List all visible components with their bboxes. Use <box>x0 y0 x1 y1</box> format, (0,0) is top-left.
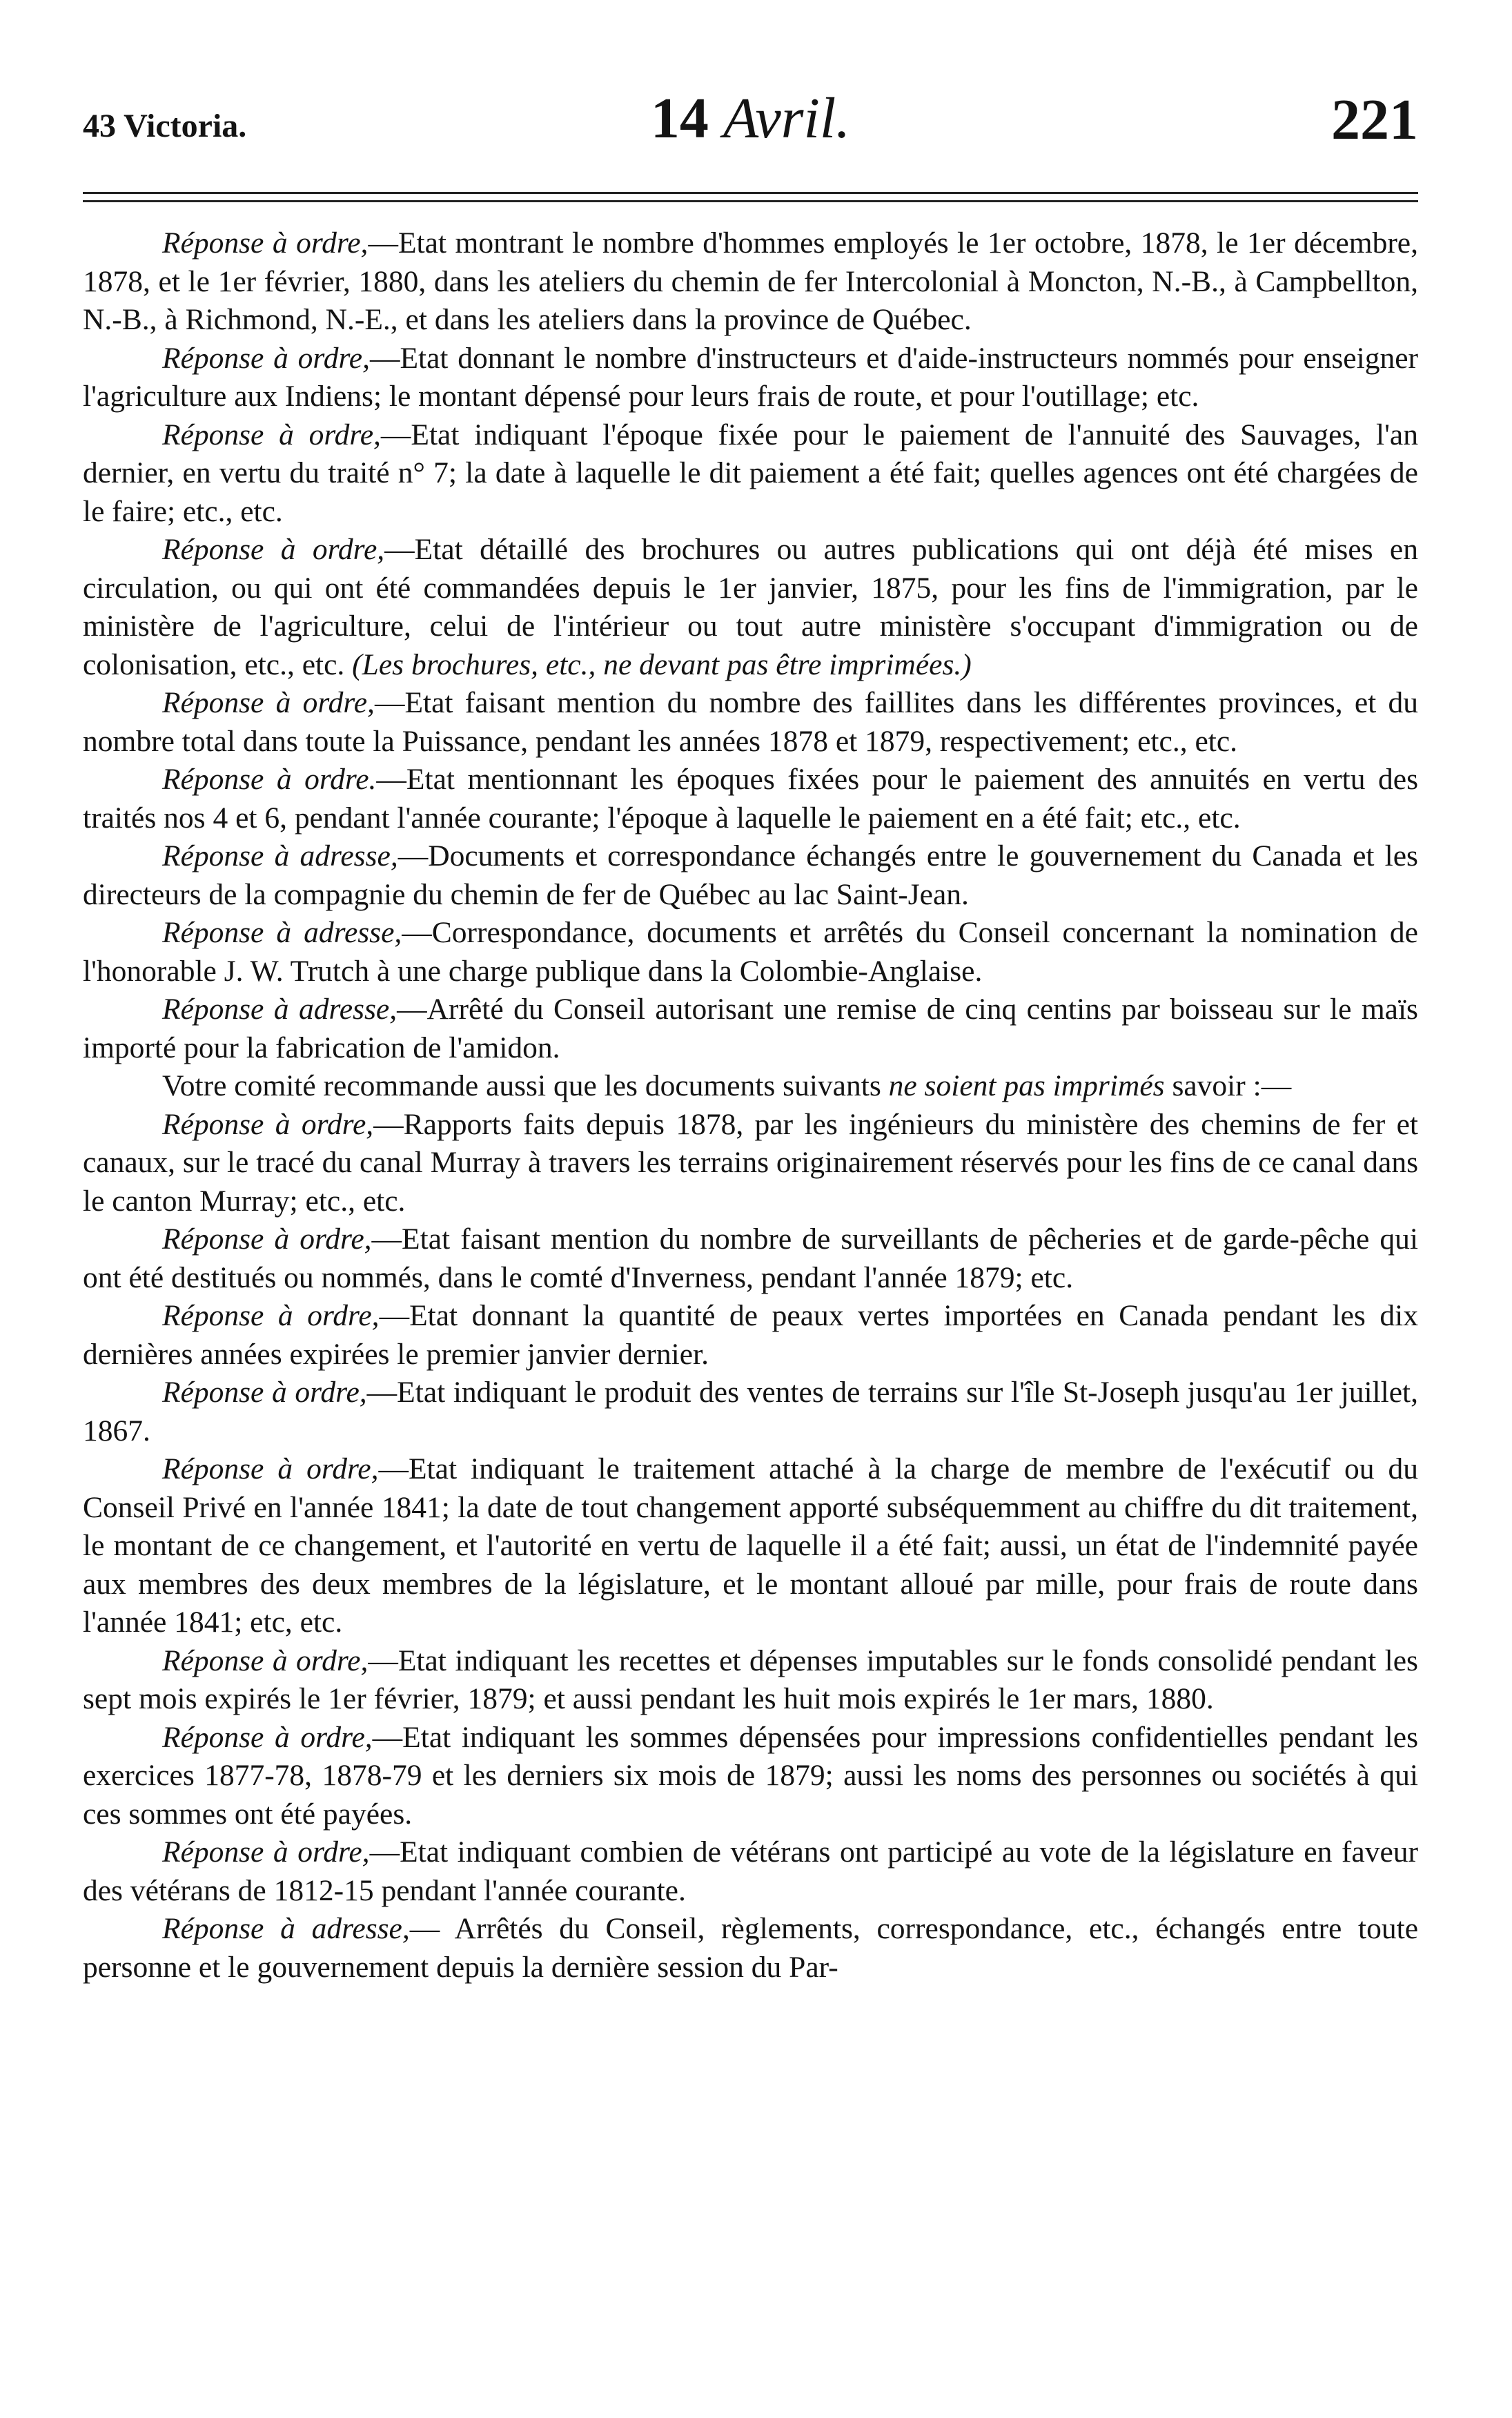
paragraph-18 <box>83 1833 1418 1910</box>
paragraph-lead: Réponse à ordre, <box>162 1452 379 1485</box>
date-month: Avril. <box>723 86 851 150</box>
paragraph-lead: Réponse à ordre, <box>162 226 369 260</box>
paragraph-8 <box>83 914 1418 991</box>
paragraph-text: —Etat détaillé des brochures ou autres publications qui ont déjà été mises en circulation, ou qui ont été commandées depuis le 1er janvier, 1875, pour les fins de l'immigration, par le ministère de l'agriculture, celui de l'intérieur ou tout autre ministère s'occupant d'immigration ou de colonisation, etc., etc. <box>83 533 1418 681</box>
paragraph-14 <box>83 1374 1418 1450</box>
page-date <box>83 85 1418 152</box>
page-number: 221 <box>1331 88 1418 152</box>
paragraph-11 <box>83 1106 1418 1221</box>
paragraph-lead: Réponse à ordre, <box>162 1376 367 1409</box>
paragraph-tail: savoir :— <box>1172 1069 1292 1102</box>
paragraph-9 <box>83 991 1418 1067</box>
header-rule-bottom <box>83 200 1418 202</box>
paragraph-lead: Réponse à ordre, <box>162 1299 380 1332</box>
paragraph-note: ne soient pas imprimés <box>888 1069 1165 1102</box>
paragraph-7 <box>83 837 1418 914</box>
paragraph-13 <box>83 1297 1418 1374</box>
paragraph-lead: Réponse à adresse, <box>162 1912 410 1945</box>
paragraph-19 <box>83 1910 1418 1987</box>
paragraph-lead: Réponse à ordre. <box>162 763 377 796</box>
paragraph-lead: Réponse à ordre, <box>162 1222 372 1256</box>
paragraph-text: — Arrêtés du Conseil, règlements, correspondance, etc., échangés entre toute personne et le gouvernement depuis la dernière session du Par- <box>83 1912 1418 1984</box>
page-header <box>83 79 1418 162</box>
paragraph-text: —Rapports faits depuis 1878, par les ingénieurs du ministère des chemins de fer et canaux, sur le tracé du canal Murray à travers les terrains originairement réservés pour les fins de ce canal dans le canton Murray; etc., etc. <box>83 1107 1418 1218</box>
paragraph-text: —Documents et correspondance échangés entre le gouvernement du Canada et les directeurs de la compagnie du chemin de fer de Québec au lac Saint-Jean. <box>83 839 1418 911</box>
regnal-year: 43 Victoria. <box>83 108 247 144</box>
paragraph-lead: Réponse à adresse, <box>162 916 402 949</box>
paragraph-4 <box>83 531 1418 684</box>
paragraph-lead: Réponse à ordre, <box>162 418 381 451</box>
paragraph-text: —Correspondance, documents et arrêtés du Conseil concernant la nomination de l'honorable J. W. Trutch à une charge publique dans la Colombie-Anglaise. <box>83 916 1418 988</box>
date-day: 14 <box>650 86 709 150</box>
paragraph-5 <box>83 684 1418 761</box>
paragraph-text: —Etat montrant le nombre d'hommes employés le 1er octobre, 1878, le 1er décembre, 1878, et le 1er février, 1880, dans les ateliers du chemin de fer Intercolonial à Moncton, N.-B., à Campbellton, N.-B., à Richmond, N.-E., et dans les ateliers dans la province de Québec. <box>83 226 1418 336</box>
paragraph-text: Votre comité recommande aussi que les documents suivants <box>162 1069 881 1102</box>
paragraph-text: —Etat indiquant les recettes et dépenses imputables sur le fonds consolidé pendant les sept mois expirés le 1er février, 1879; et aussi pendant les huit mois expirés le 1er mars, 1880. <box>83 1644 1418 1715</box>
paragraph-2 <box>83 340 1418 416</box>
paragraph-15 <box>83 1450 1418 1642</box>
paragraph-lead: Réponse à adresse, <box>162 993 397 1026</box>
paragraph-lead: Réponse à ordre, <box>162 1835 370 1869</box>
paragraph-16 <box>83 1642 1418 1719</box>
paragraph-text: —Etat donnant le nombre d'instructeurs et d'aide-instructeurs nommés pour enseigner l'agriculture aux Indiens; le montant dépensé pour leurs frais de route, et pour l'outillage; etc. <box>83 341 1418 413</box>
header-rule-top <box>83 192 1418 194</box>
paragraph-1 <box>83 224 1418 340</box>
paragraph-lead: Réponse à ordre, <box>162 1644 369 1677</box>
paragraph-lead: Réponse à adresse, <box>162 839 398 872</box>
paragraph-10 <box>83 1067 1418 1106</box>
paragraph-text: —Etat mentionnant les époques fixées pour le paiement des annuités en vertu des traités nos 4 et 6, pendant l'année courante; l'époque à laquelle le paiement en a été fait; etc., etc. <box>83 763 1418 835</box>
paragraph-17 <box>83 1719 1418 1834</box>
document-body <box>83 224 1418 1987</box>
paragraph-text: —Etat indiquant les sommes dépensées pour impressions confidentielles pendant les exercices 1877-78, 1878-79 et les derniers six mois de 1879; aussi les noms des personnes ou sociétés à qui ces sommes ont été payées. <box>83 1720 1418 1831</box>
paragraph-lead: Réponse à ordre, <box>162 341 370 375</box>
paragraph-text: —Etat indiquant le traitement attaché à la charge de membre de l'exécutif ou du Conseil Privé en l'année 1841; la date de tout changement apporté subséquemment au chiffre du dit traitement, le montant de ce changement, et l'autorité en vertu de laquelle il a été fait; aussi, un état de l'indemnité payée aux membres des deux membres de la législature, et le montant alloué par mille, pour frais de route dans l'année 1841; etc, etc. <box>83 1452 1418 1639</box>
paragraph-lead: Réponse à ordre, <box>162 533 385 566</box>
paragraph-text: —Etat indiquant combien de vétérans ont participé au vote de la législature en faveur des vétérans de 1812-15 pendant l'année courante. <box>83 1835 1418 1907</box>
paragraph-text: —Etat indiquant l'époque fixée pour le paiement de l'annuité des Sauvages, l'an dernier, en vertu du traité n° 7; la date à laquelle le dit paiement a été fait; quelles agences ont été chargées de le faire; etc., etc. <box>83 418 1418 528</box>
paragraph-text: —Etat donnant la quantité de peaux vertes importées en Canada pendant les dix dernières années expirées le premier janvier dernier. <box>83 1299 1418 1371</box>
paragraph-6 <box>83 761 1418 837</box>
paragraph-3 <box>83 416 1418 532</box>
paragraph-lead: Réponse à ordre, <box>162 1720 373 1754</box>
paragraph-lead: Réponse à ordre, <box>162 1107 374 1141</box>
paragraph-lead: Réponse à ordre, <box>162 686 375 719</box>
paragraph-text: —Etat faisant mention du nombre des faillites dans les différentes provinces, et du nombre total dans toute la Puissance, pendant les années 1878 et 1879, respectivement; etc., etc. <box>83 686 1418 758</box>
paragraph-note: (Les brochures, etc., ne devant pas être imprimées.) <box>352 647 972 681</box>
paragraph-text: —Etat indiquant le produit des ventes de terrains sur l'île St-Joseph jusqu'au 1er juillet, 1867. <box>83 1376 1418 1447</box>
paragraph-text: —Etat faisant mention du nombre de surveillants de pêcheries et de garde-pêche qui ont été destitués ou nommés, dans le comté d'Inverness, pendant l'année 1879; etc. <box>83 1222 1418 1294</box>
paragraph-text: —Arrêté du Conseil autorisant une remise de cinq centins par boisseau sur le maïs importé pour la fabrication de l'amidon. <box>83 993 1418 1064</box>
paragraph-12 <box>83 1220 1418 1297</box>
